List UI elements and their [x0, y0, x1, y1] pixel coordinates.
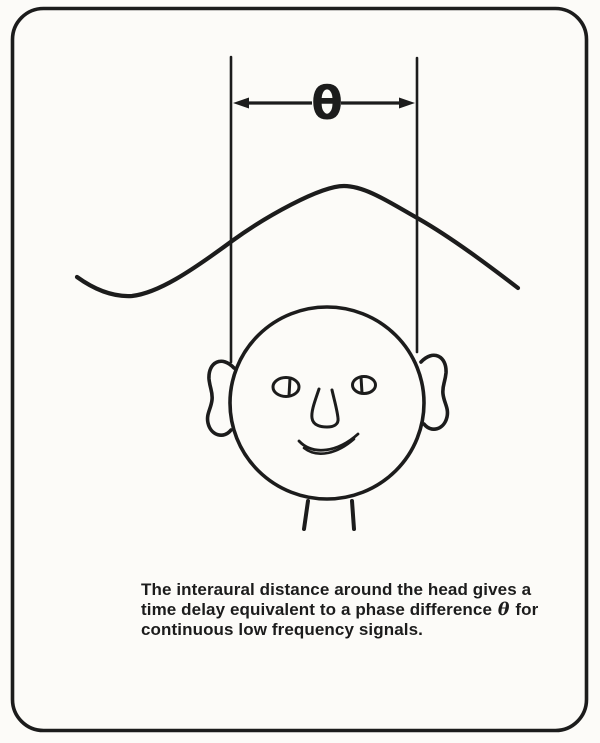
right-eye-pupil — [361, 377, 362, 393]
caption-line-2-tail: for — [515, 599, 539, 619]
right-eye-outline — [353, 377, 376, 394]
caption-theta-symbol: θ — [497, 599, 510, 620]
head-outline — [230, 307, 424, 499]
caption-line-1: The interaural distance around the head gives a — [141, 580, 532, 599]
sound-wave-curve — [77, 186, 518, 296]
neck-left-line — [304, 501, 308, 529]
figure-caption — [141, 580, 581, 640]
cartoon-head — [208, 307, 448, 529]
left-eye-pupil — [289, 378, 290, 396]
neck-right-line — [352, 501, 354, 529]
nose — [312, 389, 338, 427]
left-arrowhead-icon — [233, 98, 249, 109]
right-arrowhead-icon — [399, 98, 415, 109]
phase-theta-symbol: θ — [311, 76, 343, 130]
left-eye — [273, 378, 299, 397]
caption-line-2-text: time delay equivalent to a phase difference — [141, 599, 493, 619]
right-eye — [353, 377, 376, 394]
caption-line-3: continuous low frequency signals. — [141, 620, 423, 639]
caption-line-2 — [141, 600, 581, 621]
left-eye-outline — [273, 378, 299, 397]
